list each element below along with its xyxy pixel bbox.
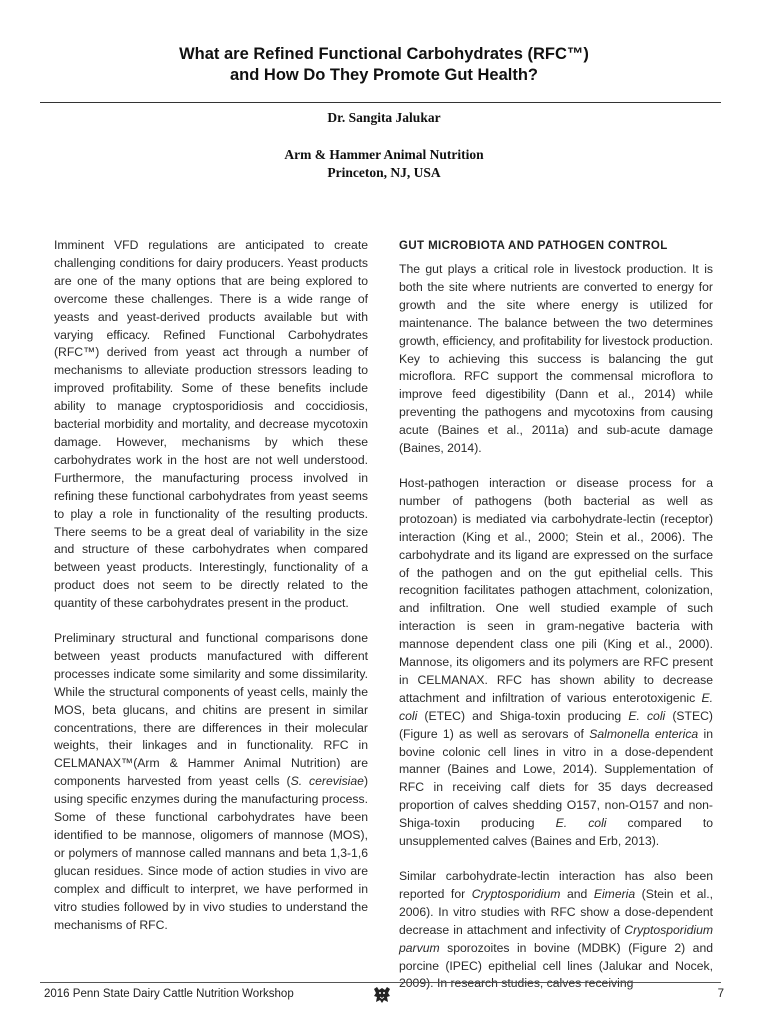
author-name: Dr. Sangita Jalukar — [327, 110, 441, 125]
title-line-2: and How Do They Promote Gut Health? — [229, 66, 538, 84]
affiliation-location: Princeton, NJ, USA — [327, 165, 441, 180]
affiliation-organization: Arm & Hammer Animal Nutrition — [284, 147, 484, 162]
right-paragraph-3: Similar carbohydrate-lectin interaction has also been reported for Cryptosporidium and Eimeria (Stein et al., 2006). In vitro studies with RFC show a dose-dependent decrease in attachment and infectivity of Cryptosporidium parvum sporozoites in bovine (MDBK) (Figure 2) and porcine (IPEC) epithelial cell lines (Jalukar and Nocek, 2009). In research studies, calves receiving — [399, 869, 714, 991]
left-paragraph-2: Preliminary structural and functional comparisons done between yeast products manufactured with different processes indicate some similarity and some dissimilarity. While the structural components of yeast cells, mainly the MOS, beta glucans, and chitins are present in similar concentrations, there are differences in their molecular weights, their linkages and in functionality. RFC in CELMANAX™(Arm & Hammer Animal Nutrition) are components harvested from yeast cells (S. cerevisiae) using specific enzymes during the manufacturing process. Some of these functional carbohydrates have been identified to be mannose, oligomers of mannose (MOS), or polymers of mannose called mannans and beta 1,3-1,6 glucan residues. Since mode of action studies in vivo are complex and difficult to interpret, we have performed in vitro studies followed by in vivo studies to understand the mechanisms of RFC. — [54, 631, 368, 932]
section-heading: GUT MICROBIOTA AND PATHOGEN CONTROL — [399, 240, 668, 252]
right-paragraph-1: The gut plays a critical role in livestock production. It is both the site where nutrients are converted to energy for growth and the site where energy is utilized for maintenance. The balance between the two determines growth, efficiency, and profitability for livestock production. Key to achieving this success is balancing the gut microflora. RFC support the commensal microflora to improve feed digestibility (Dann et al., 2014) while preventing the pathogens and mycotoxins from causing acute (Baines et al., 2011a) and sub-acute damage (Baines, 2014). — [399, 262, 713, 456]
left-paragraph-1: Imminent VFD regulations are anticipated to create challenging conditions for dairy producers. Yeast products are one of the many options that are being explored to overcome these challenges. There is a wide range of yeasts and yeast-derived products available but with varying efficacy. Refined Functional Carbohydrates (RFC™) derived from yeast act through a number of mechanisms to alleviate production stressors leading to improved profitability. Some of these benefits include ability to manage cryptosporidiosis and coccidiosis, bacterial morbidity and mortality, and decrease mycotoxin damage. However, mechanisms by which these carbohydrates work in the host are not well understood. Furthermore, the manufacturing process involved in refining these functional carbohydrates from yeast seems to play a role in functionality of the resulting products. There seems to be a great deal of variability in the size and structure of these carbohydrates when compared between yeast products. Interestingly, functionality of a product does not seem to be directly related to the quantity of these carbohydrates present in the product. — [54, 238, 368, 611]
affiliation — [40, 146, 728, 182]
title-line-1: What are Refined Functional Carbohydrates (RFC™) — [179, 45, 589, 63]
document-title — [40, 44, 728, 86]
page-number: 7 — [717, 988, 724, 1000]
footer-divider — [40, 982, 721, 983]
title-divider — [40, 102, 721, 103]
footer-workshop-name: 2016 Penn State Dairy Cattle Nutrition Workshop — [44, 988, 294, 1000]
left-column — [54, 237, 368, 934]
nittany-lion-logo-icon — [372, 985, 392, 1005]
right-paragraph-2: Host-pathogen interaction or disease process for a number of pathogens (both bacterial as well as protozoan) is mediated via carbohydrate-lectin (receptor) interaction (King et al., 2000; Stein et al., 2006). The carbohydrate and its ligand are expressed on the surface of the pathogen and on the gut epithelial cells. This recognition facilitates pathogen attachment, colonization, and infiltration. One well studied example of such interaction is seen in gram-negative bacteria with mannose dependent class one pili (King et al., 2000). Mannose, its oligomers and its polymers are RFC present in CELMANAX. RFC has shown ability to decrease attachment and infiltration of various enterotoxigenic E. coli (ETEC) and Shiga-toxin producing E. coli (STEC) (Figure 1) as well as serovars of Salmonella enterica in bovine colonic cell lines in vitro in a dose-dependent manner (Baines and Lowe, 2014). Supplementation of RFC in receiving calf diets for 35 days decreased proportion of calves shedding O157, non-O157 and non-Shiga-toxin producing E. coli compared to unsupplemented calves (Baines and Erb, 2013). — [399, 475, 713, 849]
right-column — [399, 237, 713, 993]
